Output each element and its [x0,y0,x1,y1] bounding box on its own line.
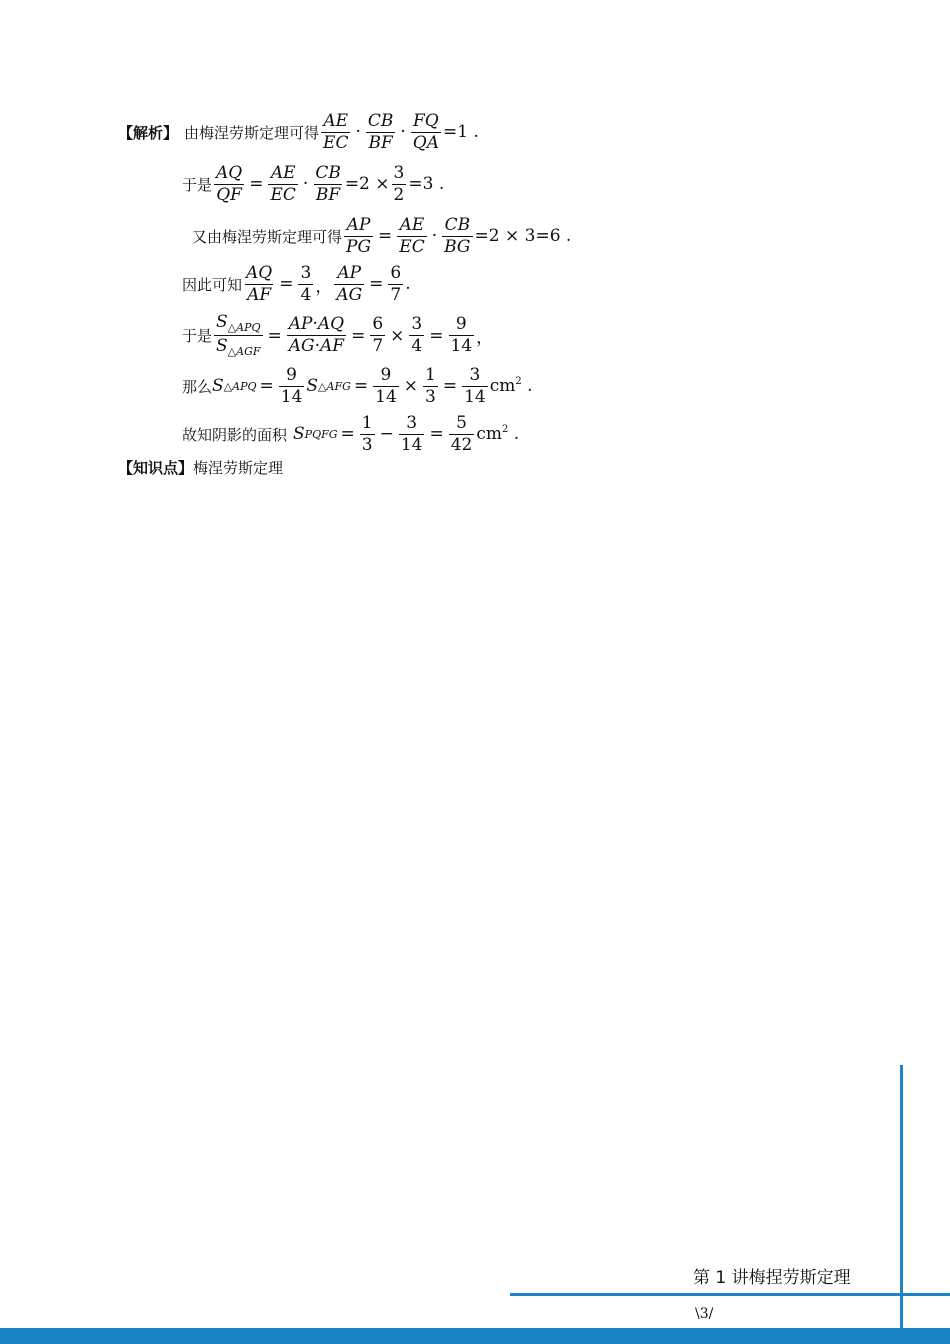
line7-text: 故知阴影的面积 [182,425,288,444]
page-number: \3/ [695,1306,714,1322]
solution-line-5: 于是 $\frac{S_{\triangle APQ}}{S_{\triangle AGF}}$ = $\frac{AP\cdot AQ}{AG\cdot AF}$ = $\frac{6}{7}$ × $\frac{3}{4}$ = $\frac{9}{14}$ ， [182,312,494,359]
solution-line-4: 因此可知 $\frac{AQ}{AF}$ = $\frac{3}{4}$ ， $\frac{AP}{AG}$ = $\frac{6}{7}$ . [182,263,411,305]
fraction: $\frac{5}{42}$ [450,413,473,455]
knowledge-point [118,457,283,478]
fraction: $\frac{3}{14}$ [464,365,486,407]
solution-line-6: 那么 S △APQ = $\frac{9}{14}$ S △AFG = $\frac{9}{14}$ × $\frac{1}{3}$ = $\frac{3}{14}$ $cm^2$ . [182,365,533,407]
knowledge-value: 梅涅劳斯定理 [193,459,284,477]
line5-text: 于是 [182,327,213,346]
solution-line-7: 故知阴影的面积 S PQFG = $\frac{1}{3}$ − $\frac{3}{14}$ = $\frac{5}{42}$ $cm^2$ . [182,413,520,455]
line6-text: 那么 [182,377,213,396]
solution-line-3: 又由梅涅劳斯定理可得 $\frac{AP}{PG}$ = $\frac{AE}{EC}$ · $\frac{CB}{BG}$ =2 × 3=6 . [192,215,572,257]
fraction: $\frac{9}{14}$ [375,365,397,407]
fraction: $\frac{FQ}{QA}$ [412,111,439,153]
fraction: $\frac{S_{\triangle APQ}}{S_{\triangle AGF}}$ [216,312,261,359]
fraction: $\frac{6}{7}$ [390,263,402,305]
fraction: $\frac{AP}{AG}$ [336,263,363,305]
fraction: $\frac{AE}{EC}$ [399,215,425,257]
fraction: $\frac{AE}{EC}$ [270,163,296,205]
vertical-rule [900,1065,903,1344]
fraction: $\frac{AP\cdot AQ}{AG\cdot AF}$ [288,314,345,357]
knowledge-label: 【知识点】 [118,459,194,477]
line4-text: 因此可知 [182,275,243,294]
solution-line-2: 于是 $\frac{AQ}{QF}$ = $\frac{AE}{EC}$ · $\frac{CB}{BF}$ =2 × $\frac{3}{2}$ =3 . [182,163,445,205]
fraction: $\frac{AQ}{AF}$ [246,263,273,305]
solution-line-1: 【解析】 由梅涅劳斯定理可得 $\frac{AE}{EC}$ · $\frac{CB}{BF}$ · $\frac{FQ}{QA}$ =1 . [118,111,479,153]
fraction: $\frac{3}{4}$ [300,263,312,305]
fraction: $\frac{1}{3}$ [425,365,436,407]
fraction: $\frac{9}{14}$ [280,365,303,407]
fraction: $\frac{AP}{PG}$ [346,215,372,257]
line1-text: 由梅涅劳斯定理可得 [184,123,320,142]
fraction: $\frac{3}{14}$ [400,413,423,455]
line2-text: 于是 [182,175,213,194]
fraction: $\frac{3}{4}$ [411,314,423,357]
fraction: $\frac{CB}{BG}$ [444,215,471,257]
fraction: $\frac{3}{2}$ [393,163,405,205]
fraction: $\frac{AQ}{QF}$ [216,163,243,205]
fraction: $\frac{CB}{BF}$ [315,163,341,205]
fraction: $\frac{AE}{EC}$ [323,111,349,153]
chapter-title: 第 1 讲梅捏劳斯定理 [693,1268,851,1288]
fraction: $\frac{CB}{BF}$ [367,111,394,153]
bottom-bar [0,1328,950,1344]
fraction: $\frac{6}{7}$ [372,314,384,357]
line3-text: 又由梅涅劳斯定理可得 [192,227,343,246]
horizontal-rule [510,1293,950,1296]
fraction: $\frac{9}{14}$ [450,314,473,357]
fraction: $\frac{1}{3}$ [361,413,373,455]
solution-label: 【解析】 [118,123,179,142]
